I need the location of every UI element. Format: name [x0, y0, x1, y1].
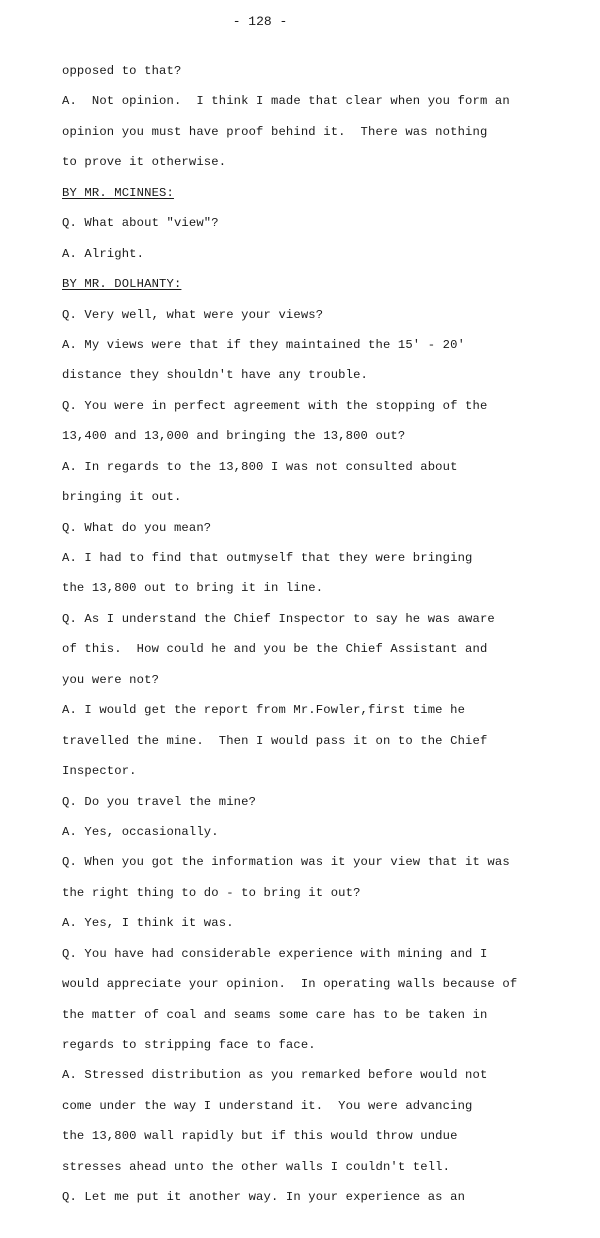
- question-line: Q. As I understand the Chief Inspector to say he was aware: [62, 611, 495, 626]
- transcript-line: regards to stripping face to face.: [62, 1038, 316, 1052]
- question-line: Q. Do you travel the mine?: [62, 794, 257, 809]
- transcript-line: travelled the mine. Then I would pass it on to the Chief: [62, 733, 488, 748]
- transcript-line: the right thing to do - to bring it out?: [62, 885, 361, 900]
- answer-line: A. Not opinion. I think I made that clear when you form an: [62, 94, 510, 109]
- transcript-line: the 13,800 out to bring it in line.: [62, 581, 324, 596]
- question-line: Q. You have had considerable experience with mining and I: [62, 946, 488, 961]
- question-line: Q. What about "view"?: [62, 216, 219, 231]
- page-number: - 128 -: [232, 14, 288, 29]
- answer-line: A. I would get the report from Mr.Fowler,first time he: [62, 703, 466, 718]
- transcript-line: the 13,800 wall rapidly but if this would throw undue: [62, 1129, 458, 1144]
- question-line: Q. Let me put it another way. In your experience as an: [62, 1190, 466, 1205]
- transcript-line: bringing it out.: [62, 490, 182, 505]
- answer-line: A. My views were that if they maintained the 15' - 20': [62, 337, 466, 352]
- transcript-line: Inspector.: [62, 764, 137, 779]
- transcript-line: opposed to that?: [62, 64, 182, 78]
- transcript-line: would appreciate your opinion. In operating walls because of: [62, 977, 518, 992]
- answer-line: A. Stressed distribution as you remarked before would not: [62, 1068, 488, 1083]
- question-line: Q. Very well, what were your views?: [62, 307, 324, 322]
- answer-line: A. Yes, occasionally.: [62, 824, 219, 839]
- transcript-body: [62, 61, 582, 1218]
- transcript-line: stresses ahead unto the other walls I couldn't tell.: [62, 1159, 451, 1174]
- transcript-line: come under the way I understand it. You were advancing: [62, 1098, 473, 1113]
- answer-line: A. Alright.: [62, 246, 145, 261]
- transcript-line: to prove it otherwise.: [62, 155, 227, 170]
- answer-line: A. I had to find that outmyself that they were bringing: [62, 551, 473, 565]
- transcript-line: 13,400 and 13,000 and bringing the 13,800 out?: [62, 429, 406, 444]
- transcript-line: opinion you must have proof behind it. There was nothing: [62, 124, 488, 139]
- answer-line: A. Yes, I think it was.: [62, 916, 234, 931]
- question-line: Q. When you got the information was it your view that it was: [62, 855, 510, 870]
- transcript-line: distance they shouldn't have any trouble.: [62, 368, 369, 383]
- examiner-heading: BY MR. MCINNES:: [62, 185, 174, 200]
- transcript-line: you were not?: [62, 672, 160, 687]
- question-line: Q. What do you mean?: [62, 520, 212, 535]
- answer-line: A. In regards to the 13,800 I was not consulted about: [62, 459, 458, 474]
- transcript-line: the matter of coal and seams some care has to be taken in: [62, 1007, 488, 1022]
- examiner-heading: BY MR. DOLHANTY:: [62, 277, 182, 292]
- transcript-line: of this. How could he and you be the Chief Assistant and: [62, 642, 488, 657]
- question-line: Q. You were in perfect agreement with the stopping of the: [62, 398, 488, 413]
